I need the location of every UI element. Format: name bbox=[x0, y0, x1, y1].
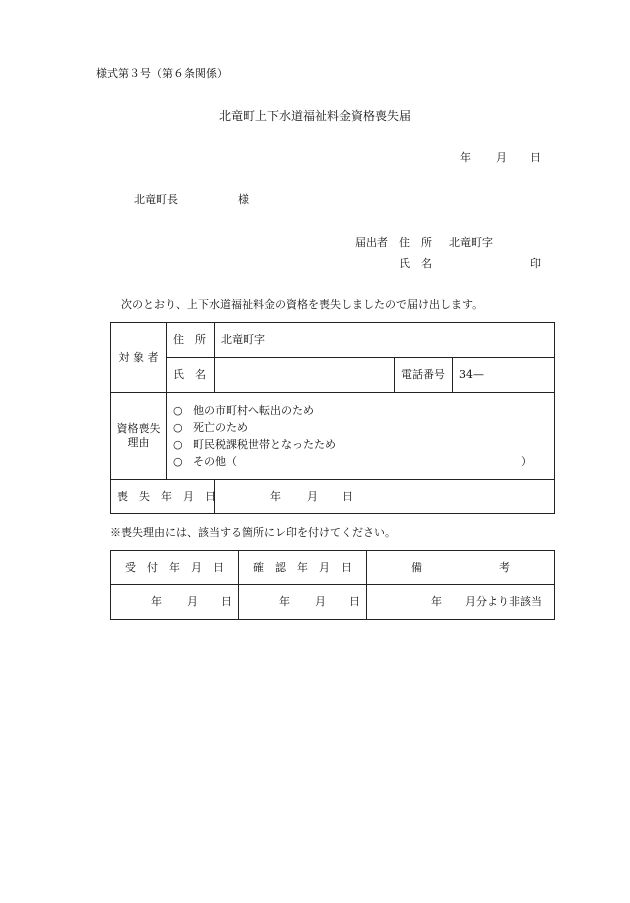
reason-label-line2: 理由 bbox=[127, 436, 150, 449]
subject-address-value: 北竜町字 bbox=[215, 323, 555, 358]
subject-label: 対 象 者 bbox=[111, 323, 167, 393]
note-text: ※喪失理由には、該当する箇所にレ印を付けてください。 bbox=[110, 526, 396, 539]
radio-circle-icon[interactable]: ○ bbox=[173, 403, 183, 417]
date-month-label: 月 bbox=[496, 151, 507, 164]
received-date-field[interactable] bbox=[111, 585, 239, 620]
loss-year-label: 年 bbox=[270, 490, 281, 503]
reason-option-other[interactable] bbox=[173, 453, 548, 470]
phone-label: 電話番号 bbox=[395, 358, 453, 393]
confirmed-date-field[interactable] bbox=[239, 585, 367, 620]
received-year: 年 bbox=[151, 595, 162, 608]
reason-label bbox=[111, 393, 167, 480]
reason-option-label: 他の市町村へ転出のため bbox=[193, 403, 314, 417]
subject-table bbox=[110, 322, 555, 514]
addressee-honorific: 様 bbox=[238, 193, 249, 206]
other-close-paren: ） bbox=[521, 454, 532, 468]
form-title: 北竜町上下水道福祉料金資格喪失届 bbox=[218, 109, 411, 123]
confirmed-day: 日 bbox=[349, 595, 360, 608]
confirmed-year: 年 bbox=[279, 595, 290, 608]
reason-option-label: その他（ bbox=[193, 454, 237, 468]
subject-address-label: 住 所 bbox=[167, 323, 215, 358]
reason-options bbox=[167, 393, 555, 480]
confirmed-date-label: 確 認 年 月 日 bbox=[239, 551, 367, 585]
addressee: 北竜町長 bbox=[134, 193, 178, 206]
received-date-label: 受 付 年 月 日 bbox=[111, 551, 239, 585]
applicant-address-value: 北竜町字 bbox=[449, 236, 493, 249]
loss-day-label: 日 bbox=[342, 490, 353, 503]
loss-month-label: 月 bbox=[307, 490, 318, 503]
remarks-year: 年 bbox=[431, 595, 442, 608]
seal-mark: 印 bbox=[530, 257, 541, 270]
loss-date-label: 喪 失 年 月 日 bbox=[111, 480, 215, 514]
reason-option-label: 死亡のため bbox=[193, 420, 248, 434]
office-table bbox=[110, 550, 555, 620]
date-year-label: 年 bbox=[460, 151, 471, 164]
phone-value[interactable]: 34— bbox=[453, 358, 555, 393]
form-number: 様式第３号（第６条関係） bbox=[96, 67, 228, 80]
reason-label-line1: 資格喪失 bbox=[116, 422, 161, 435]
radio-circle-icon[interactable]: ○ bbox=[173, 437, 183, 451]
applicant-name-label: 氏 名 bbox=[399, 257, 432, 270]
subject-name-field[interactable] bbox=[215, 358, 395, 393]
reason-option-deceased[interactable] bbox=[173, 419, 548, 436]
received-day: 日 bbox=[221, 595, 232, 608]
applicant-label: 届出者 bbox=[355, 236, 388, 249]
intro-text: 次のとおり、上下水道福祉料金の資格を喪失しましたので届け出します。 bbox=[121, 298, 484, 311]
remarks-label: 備 考 bbox=[367, 551, 555, 585]
reason-option-moved[interactable] bbox=[173, 402, 548, 419]
date-day-label: 日 bbox=[530, 151, 541, 164]
loss-date-field[interactable] bbox=[215, 480, 555, 514]
radio-circle-icon[interactable]: ○ bbox=[173, 420, 183, 434]
radio-circle-icon[interactable]: ○ bbox=[173, 454, 183, 468]
received-month: 月 bbox=[187, 595, 198, 608]
reason-option-taxed[interactable] bbox=[173, 436, 548, 453]
applicant-address-label: 住 所 bbox=[399, 236, 432, 249]
remarks-tail: 月分より非該当 bbox=[465, 595, 542, 608]
confirmed-month: 月 bbox=[315, 595, 326, 608]
reason-option-label: 町民税課税世帯となったため bbox=[193, 437, 336, 451]
subject-name-label: 氏 名 bbox=[167, 358, 215, 393]
remarks-field[interactable] bbox=[367, 585, 555, 620]
